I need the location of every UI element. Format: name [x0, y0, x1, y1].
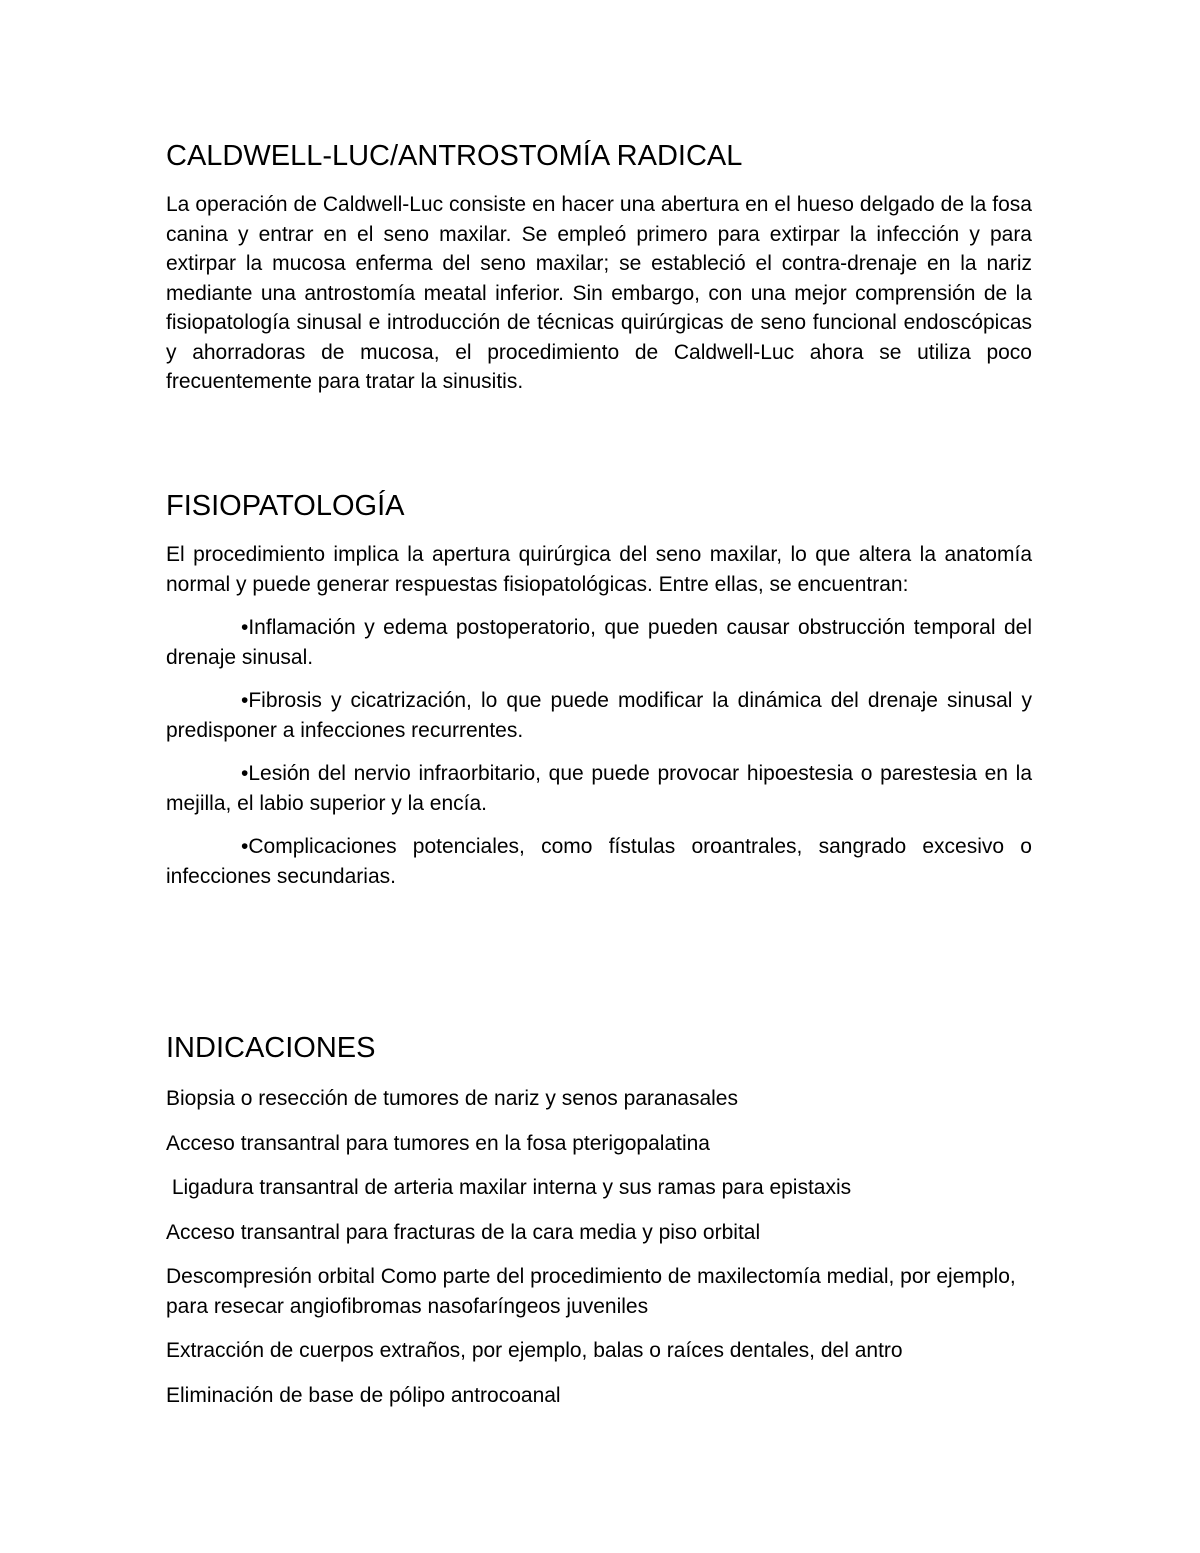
section-indicaciones [166, 1030, 1032, 1425]
bullet-item: •Inflamación y edema postoperatorio, que pueden causar obstrucción temporal del drenaje sinusal. [166, 616, 1032, 669]
indication-item: Eliminación de base de pólipo antrocoanal [166, 1383, 561, 1407]
fisiopatologia-intro: El procedimiento implica la apertura quirúrgica del seno maxilar, lo que altera la anatomía normal y puede generar respuestas fisiopatológicas. Entre ellas, se encuentran: [166, 543, 1032, 596]
bullet-item: •Lesión del nervio infraorbitario, que puede provocar hipoestesia o parestesia en la mejilla, el labio superior y la encía. [166, 762, 1032, 815]
section-caldwell-luc [166, 138, 1032, 397]
indication-item: Biopsia o resección de tumores de nariz y senos paranasales [166, 1087, 738, 1110]
bullet-item: •Complicaciones potenciales, como fístulas oroantrales, sangrado excesivo o infecciones secundarias. [166, 835, 1032, 888]
section-fisiopatologia [166, 488, 1032, 891]
caldwell-luc-paragraph: La operación de Caldwell-Luc consiste en hacer una abertura en el hueso delgado de la fosa canina y entrar en el seno maxilar. Se empleó primero para extirpar la infección y para extirpar la mucosa enferma del seno maxilar; se estableció el contra-drenaje en la nariz mediante una antrostomía meatal inferior. Sin embargo, con una mejor comprensión de la fisiopatología sinusal e introducción de técnicas quirúrgicas de seno funcional endoscópicas y ahorradoras de mucosa, el procedimiento de Caldwell-Luc ahora se utiliza poco frecuentemente para tratar la sinusitis. [166, 193, 1032, 393]
indication-item: Extracción de cuerpos extraños, por ejemplo, balas o raíces dentales, del antro [166, 1339, 903, 1362]
indication-item: Acceso transantral para tumores en la fosa pterigopalatina [166, 1131, 710, 1155]
section-title-caldwell-luc: CALDWELL-LUC/ANTROSTOMÍA RADICAL [166, 140, 743, 172]
section-title-indicaciones: INDICACIONES [166, 1032, 376, 1064]
indication-item: Descompresión orbital Como parte del procedimiento de maxilectomía medial, por ejemplo, para resecar angiofibromas nasofaríngeos juveniles [166, 1265, 1016, 1318]
section-title-fisiopatologia: FISIOPATOLOGÍA [166, 490, 405, 522]
indication-item: Acceso transantral para fracturas de la cara media y piso orbital [166, 1220, 761, 1244]
indication-item: Ligadura transantral de arteria maxilar interna y sus ramas para epistaxis [166, 1176, 852, 1199]
bullet-item: •Fibrosis y cicatrización, lo que puede modificar la dinámica del drenaje sinusal y predisponer a infecciones recurrentes. [166, 689, 1032, 742]
